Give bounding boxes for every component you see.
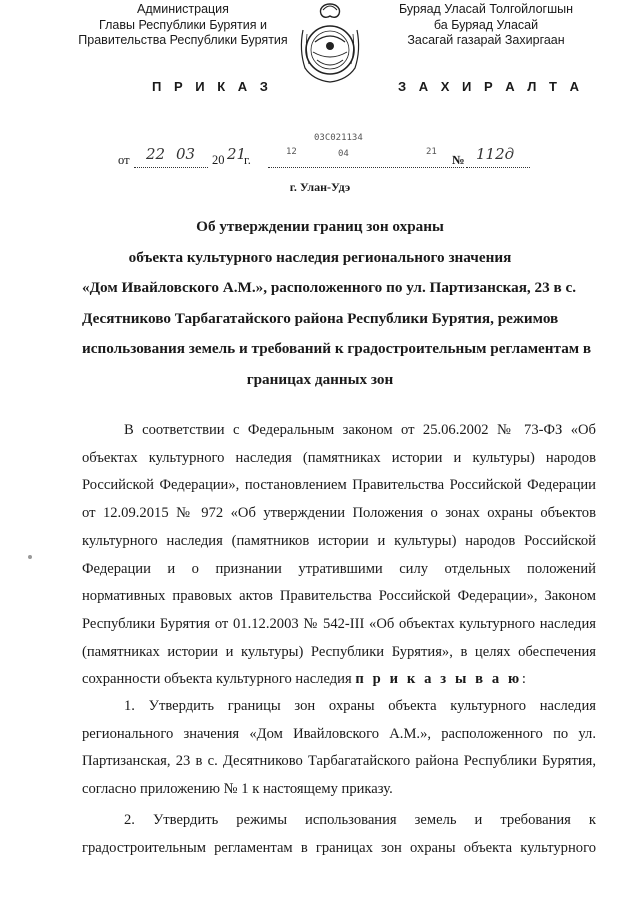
title-line: границах данных зон <box>246 370 394 388</box>
paragraph-line: (памятниках истории и культуры) Республики Бурятия», в целях обеспечения <box>82 643 596 660</box>
issuer-line: Засагай газарай Захиргаан <box>407 33 565 47</box>
preamble-ending: сохранности объекта культурного наследия <box>82 671 356 688</box>
registration-line <box>118 133 538 167</box>
clause-2 <box>82 807 596 862</box>
title-line: Десятниково Тарбагатайского района Республики Бурятия, режимов <box>82 309 559 327</box>
issuer-line: Правительства Республики Бурятия <box>78 33 288 47</box>
number-label: № <box>452 153 465 167</box>
paragraph-line: градостроительным регламентам в границах зон охраны объекта культурного <box>82 839 596 856</box>
clause-1 <box>82 693 596 804</box>
paragraph-line: от 12.09.2015 № 972 «Об утверждении Положения о зонах охраны объектов <box>82 505 596 522</box>
scan-speck <box>28 555 32 559</box>
order-word-buryat: З А Х И Р А Л Т А <box>398 79 584 94</box>
issuer-line: ба Буряад Уласай <box>433 17 539 32</box>
paragraph-line: Республики Бурятия от 01.12.2003 № 542-III «Об объектах культурного наследия <box>82 615 596 632</box>
paragraph-line: Партизанская, 23 в с. Десятниково Тарбагатайского района Республики Бурятия, <box>82 753 596 770</box>
date-from-label: от <box>118 153 130 167</box>
paragraph-line: Российской Федерации», постановлением Правительства Российской Федерации <box>82 477 596 494</box>
title-line: «Дом Ивайловского А.М.», расположенного по ул. Партизанская, 23 в с. <box>82 279 577 296</box>
paragraph-line: 2. Утвердить режимы использования земель и требования к <box>124 812 596 828</box>
stamp-mark: 04 <box>338 149 349 159</box>
stamp-underline <box>268 167 464 168</box>
date-day: 22 <box>146 145 166 163</box>
stamp-mark: 12 <box>286 147 297 157</box>
paragraph-line: согласно приложению № 1 к настоящему приказу. <box>82 781 393 798</box>
date-month: 03 <box>176 145 196 163</box>
number-underline <box>466 167 530 168</box>
paragraph-line: 1. Утвердить границы зон охраны объекта культурного наследия <box>124 698 596 714</box>
city-line: г. Улан-Удэ <box>289 180 351 194</box>
document-title <box>82 212 592 395</box>
registration-stamp: 03С021134 <box>314 133 363 143</box>
date-underline <box>134 167 208 168</box>
paragraph-line: объектах культурного наследия (памятниках истории и культуры) народов <box>82 449 596 466</box>
title-line: Об утверждении границ зон охраны <box>196 218 444 235</box>
preamble-paragraph <box>82 417 596 694</box>
paragraph-line: культурного наследия (памятников истории и культуры) народов Российской <box>82 532 596 549</box>
buryatia-coat-of-arms-icon <box>293 0 367 84</box>
order-number: 112д <box>476 145 515 163</box>
paragraph-line: Федерации и о признании утратившими силу отдельных положений <box>82 560 596 577</box>
year-prefix: 20 <box>212 153 225 167</box>
issuer-line: Главы Республики Бурятия и <box>99 17 267 32</box>
issuer-line: Буряад Уласай Толгойлогшын <box>398 2 574 16</box>
title-line: объекта культурного наследия регионального значения <box>128 248 512 266</box>
paragraph-line <box>82 666 596 694</box>
issuer-line: Администрация <box>137 2 229 16</box>
order-word-russian: П Р И К А З <box>152 79 273 94</box>
order-verb: п р и к а з ы в а ю <box>355 671 522 688</box>
title-line: использования земель и требований к градостроительным регламентам в <box>82 340 592 357</box>
year-suffix: 21 <box>227 145 247 163</box>
issuer-name-russian <box>58 2 308 49</box>
paragraph-line: В соответствии с Федеральным законом от 25.06.2002 № 73-ФЗ «Об <box>124 422 596 438</box>
stamp-mark: 21 <box>426 147 437 157</box>
paragraph-line: нормативных правовых актов Правительства Российской Федерации», Законом <box>82 588 596 605</box>
paragraph-line: регионального значения «Дом Ивайловского А.М.», расположенного по ул. <box>82 725 596 742</box>
colon: : <box>521 671 526 688</box>
year-unit: г. <box>244 153 251 167</box>
issuer-name-buryat <box>388 2 584 49</box>
